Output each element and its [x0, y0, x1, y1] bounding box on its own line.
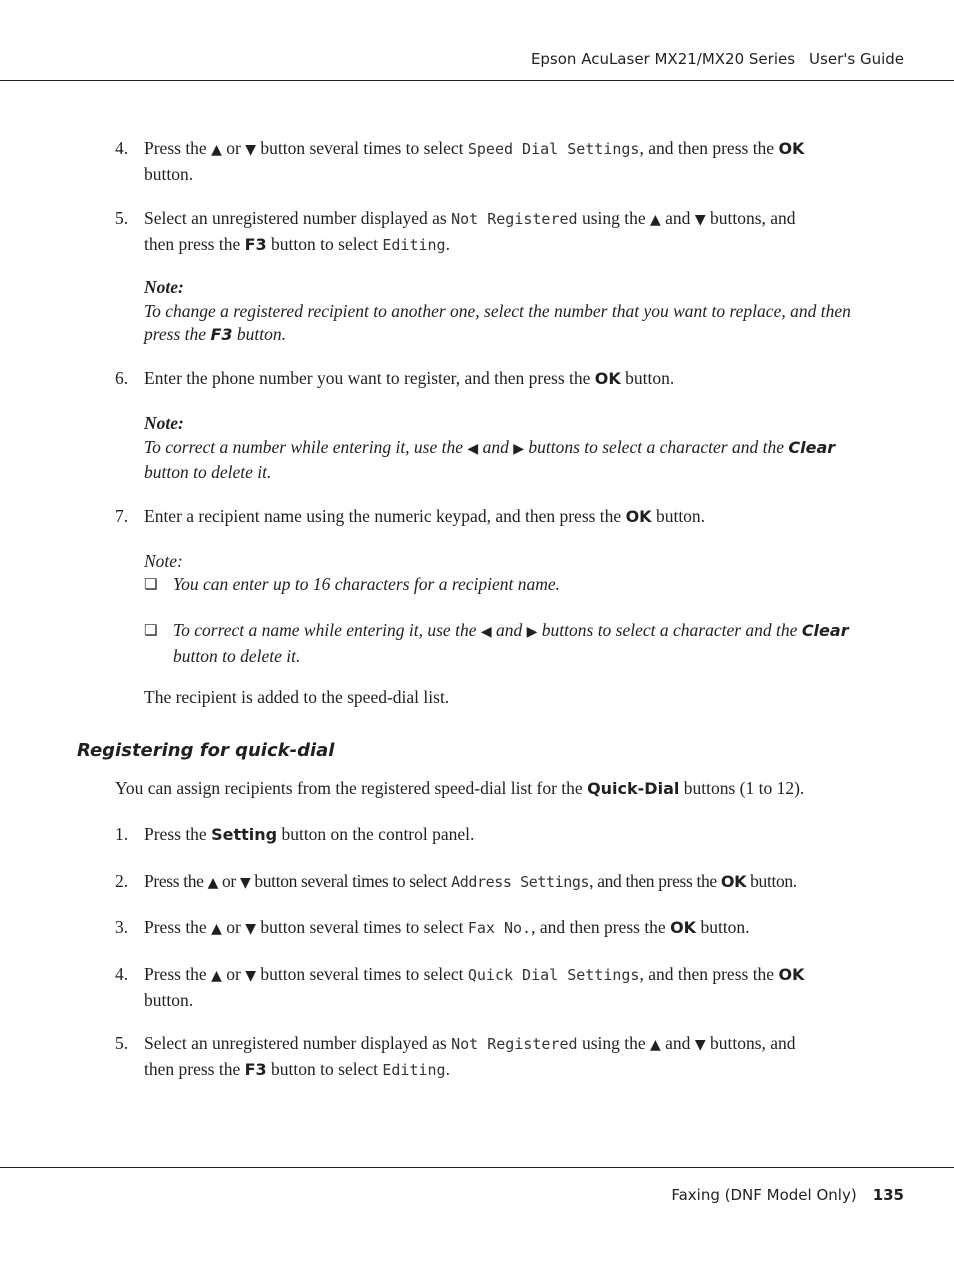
page-number: 135 [872, 1186, 904, 1204]
up-arrow-icon: ▲ [211, 921, 222, 937]
up-arrow-icon: ▲ [211, 968, 222, 984]
step-number: 7. [115, 506, 129, 526]
button-name: OK [720, 872, 747, 891]
note-title: Note: [144, 277, 184, 297]
step-number: 3. [115, 917, 129, 937]
running-header [531, 50, 904, 68]
step-number: 5. [115, 1033, 129, 1053]
header-guide: User's Guide [809, 50, 904, 68]
note-title: Note: [144, 551, 183, 571]
note-box: Note: To correct a number while entering it, use the ◀ and ▶ buttons to select a character and the Clear button to delete it. [144, 413, 836, 482]
note-bullet: You can enter up to 16 characters for a recipient name. [173, 574, 561, 594]
step-speed-dial-4: Press the ▲ or ▼ button several times to select Speed Dial Settings, and then press the OK button. [144, 138, 805, 184]
step-number: 4. [115, 964, 129, 984]
menu-item-text: Address Settings [451, 873, 590, 891]
header-divider [0, 80, 954, 81]
menu-item-text: Editing [382, 1060, 446, 1079]
down-arrow-icon: ▼ [694, 212, 706, 228]
step-number: 4. [115, 138, 129, 158]
button-name: OK [625, 507, 652, 526]
down-arrow-icon: ▼ [245, 921, 256, 937]
menu-item-text: Not Registered [451, 210, 578, 228]
button-name: Clear [801, 621, 849, 640]
left-arrow-icon: ◀ [467, 440, 479, 457]
step-quick-dial-1: Press the Setting button on the control panel. [144, 824, 475, 844]
menu-item-text: Speed Dial Settings [467, 140, 640, 158]
up-arrow-icon: ▲ [650, 212, 661, 228]
step-number: 5. [115, 208, 129, 228]
result-text: The recipient is added to the speed-dial list. [144, 687, 450, 707]
button-name: Clear [788, 437, 836, 457]
menu-item-text: Quick Dial Settings [467, 966, 640, 984]
note-box: Note: To change a registered recipient to another one, select the number that you want to replace, and then press the F3 button. [144, 277, 851, 344]
button-name: Quick-Dial [587, 779, 680, 798]
running-footer [671, 1186, 904, 1204]
down-arrow-icon: ▼ [239, 875, 251, 891]
button-name: OK [594, 369, 621, 388]
up-arrow-icon: ▲ [650, 1037, 661, 1053]
step-quick-dial-2: Press the ▲ or ▼ button several times to select Address Settings, and then press the OK button. [144, 871, 797, 891]
note-title: Note: [144, 413, 184, 433]
menu-item-text: Not Registered [451, 1035, 578, 1053]
checkbox-bullet-icon: ❏ [144, 575, 158, 593]
section-heading: Registering for quick-dial [77, 740, 335, 761]
button-name: OK [670, 918, 697, 937]
right-arrow-icon: ▶ [513, 440, 524, 457]
down-arrow-icon: ▼ [245, 142, 256, 158]
step-number: 2. [115, 871, 129, 891]
button-name: F3 [210, 325, 233, 344]
footer-chapter: Faxing (DNF Model Only) [671, 1186, 857, 1204]
menu-item-text: Fax No. [467, 919, 532, 937]
menu-item-text: Editing [382, 235, 446, 254]
down-arrow-icon: ▼ [245, 968, 256, 984]
footer-divider [0, 1167, 954, 1168]
button-name: F3 [244, 1059, 267, 1079]
header-product: Epson AcuLaser MX21/MX20 Series [530, 50, 796, 68]
button-name: OK [778, 139, 805, 158]
up-arrow-icon: ▲ [211, 142, 222, 158]
button-name: Setting [211, 825, 278, 844]
step-speed-dial-6: Enter the phone number you want to register, and then press the OK button. [144, 368, 675, 388]
up-arrow-icon: ▲ [207, 875, 218, 891]
checkbox-bullet-icon: ❏ [144, 621, 158, 639]
button-name: OK [778, 965, 805, 984]
down-arrow-icon: ▼ [694, 1037, 706, 1053]
step-number: 1. [115, 824, 129, 844]
step-speed-dial-5: Select an unregistered number displayed as Not Registered using the ▲ and ▼ buttons, and then press the F3 button to select Editing. [144, 208, 796, 254]
button-name: F3 [244, 234, 267, 254]
step-speed-dial-7: Enter a recipient name using the numeric keypad, and then press the OK button. [144, 506, 706, 526]
right-arrow-icon: ▶ [526, 624, 538, 640]
step-quick-dial-5: Select an unregistered number displayed as Not Registered using the ▲ and ▼ buttons, and then press the F3 button to select Editing. [144, 1033, 796, 1079]
step-number: 6. [115, 368, 129, 388]
step-quick-dial-4: Press the ▲ or ▼ button several times to select Quick Dial Settings, and then press the OK button. [144, 964, 805, 1010]
note-bullet: To correct a name while entering it, use the ◀ and ▶ buttons to select a character and the Clear button to delete it. [173, 620, 849, 666]
left-arrow-icon: ◀ [480, 624, 492, 640]
step-quick-dial-3: Press the ▲ or ▼ button several times to select Fax No., and then press the OK button. [144, 917, 750, 937]
section-intro: You can assign recipients from the registered speed-dial list for the Quick-Dial buttons (1 to 12). [115, 778, 805, 798]
